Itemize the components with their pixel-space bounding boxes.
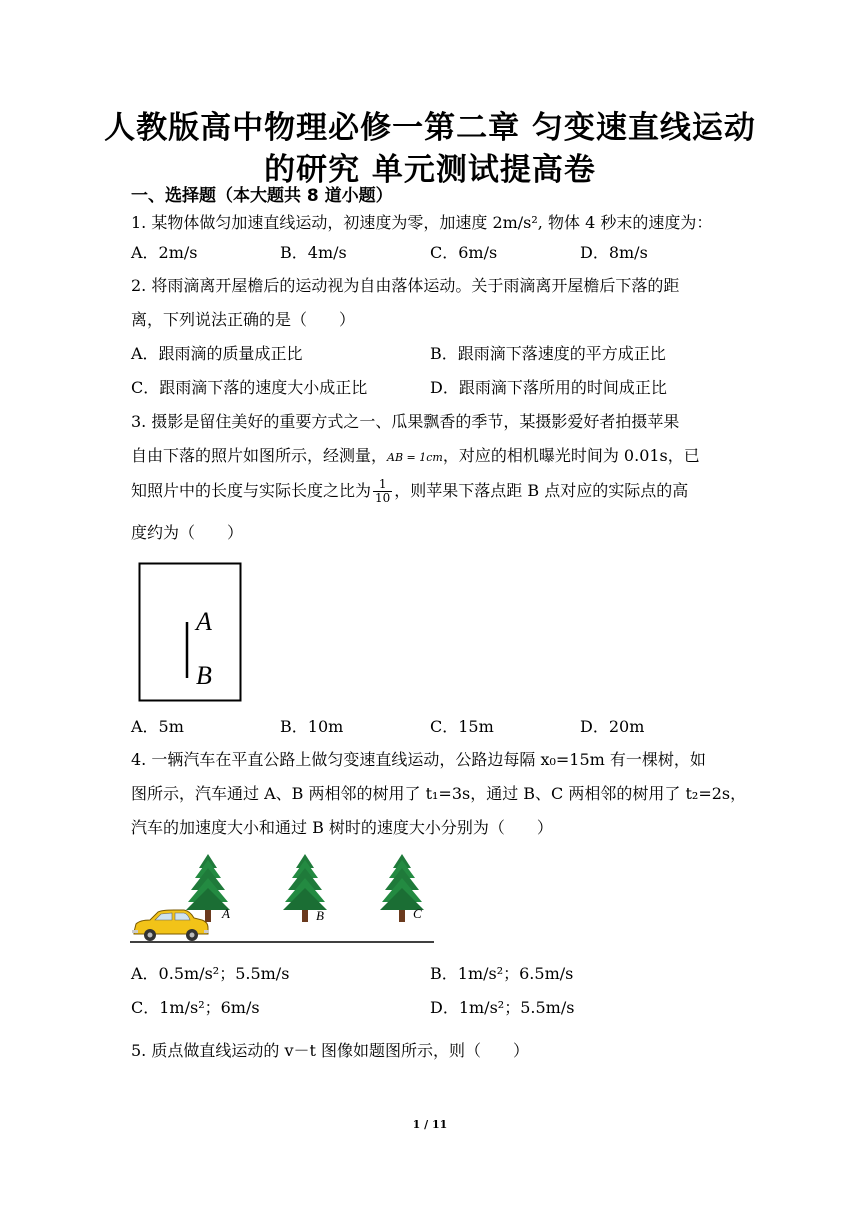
q4-option-c: C．1m/s²；6m/s xyxy=(131,998,260,1017)
q2-option-d: D．跟雨滴下落所用的时间成正比 xyxy=(430,378,667,397)
question-4-line3: 汽车的加速度大小和通过 B 树时的速度大小分别为（ ） xyxy=(131,818,553,837)
q4-road-figure xyxy=(128,850,440,950)
q3-fraction-denominator: 10 xyxy=(375,491,391,505)
document-title-line1: 人教版高中物理必修一第二章 匀变速直线运动 xyxy=(104,110,756,146)
q2-option-a: A．跟雨滴的质量成正比 xyxy=(131,344,303,363)
question-3-line3 xyxy=(131,478,688,505)
q4-option-a: A．0.5m/s²；5.5m/s xyxy=(131,964,290,983)
q3-line3-start: 知照片中的长度与实际长度之比为 xyxy=(131,481,372,500)
question-2-line1: 2. 将雨滴离开屋檐后的运动视为自由落体运动。关于雨滴离开屋檐后下落的距 xyxy=(131,276,680,295)
q3-fraction xyxy=(373,478,392,505)
point-b-label: B xyxy=(196,661,212,690)
q4-option-b: B．1m/s²；6.5m/s xyxy=(430,964,574,983)
question-2-line2: 离，下列说法正确的是（ ） xyxy=(131,310,356,329)
q3-photo-figure xyxy=(138,562,242,702)
tree-label-b: B xyxy=(316,908,324,923)
q1-option-a: A．2m/s xyxy=(131,243,198,262)
q4-option-d: D．1m/s²；5.5m/s xyxy=(430,998,575,1017)
q3-line3-end: ，则苹果下落点距 B 点对应的实际点的高 xyxy=(394,481,689,500)
q2-option-c: C．跟雨滴下落的速度大小成正比 xyxy=(131,378,368,397)
question-3-line2 xyxy=(131,446,700,468)
q3-line2-start: 自由下落的照片如图所示，经测量， xyxy=(131,446,388,465)
q3-equation: AB = 1cm xyxy=(387,451,443,464)
q3-line2-end: ，对应的相机曝光时间为 0.01s，已 xyxy=(442,446,700,465)
question-4-line1: 4. 一辆汽车在平直公路上做匀变速直线运动，公路边每隔 x₀=15m 有一棵树，如 xyxy=(131,750,706,769)
q3-fraction-numerator: 1 xyxy=(373,478,392,492)
document-title-line2: 的研究 单元测试提高卷 xyxy=(264,152,596,188)
q3-option-c: C．15m xyxy=(430,717,494,736)
question-1-text: 1. 某物体做匀加速直线运动，初速度为零，加速度 2m/s², 物体 4 秒末的速度为： xyxy=(131,213,713,232)
q3-option-a: A．5m xyxy=(131,717,184,736)
q3-option-b: B．10m xyxy=(280,717,344,736)
section-heading: 一、选择题（本大题共 8 道小题） xyxy=(131,186,393,206)
question-4-line2: 图所示，汽车通过 A、B 两相邻的树用了 t₁=3s，通过 B、C 两相邻的树用了 t₂=2s， xyxy=(131,784,747,803)
photo-frame xyxy=(140,564,241,701)
question-3-line4: 度约为（ ） xyxy=(131,523,244,542)
q3-option-d: D．20m xyxy=(580,717,645,736)
point-a-label: A xyxy=(196,607,212,636)
q1-option-b: B．4m/s xyxy=(280,243,347,262)
q2-option-b: B．跟雨滴下落速度的平方成正比 xyxy=(430,344,666,363)
page-number: 1 / 11 xyxy=(412,1118,448,1131)
tree-label-a: A xyxy=(222,906,230,921)
q1-option-c: C．6m/s xyxy=(430,243,498,262)
q1-option-d: D．8m/s xyxy=(580,243,648,262)
tree-label-c: C xyxy=(413,906,422,921)
question-5-text: 5. 质点做直线运动的 v－t 图像如题图所示，则（ ） xyxy=(131,1041,529,1060)
car-icon xyxy=(132,910,209,941)
question-3-line1: 3. 摄影是留住美好的重要方式之一、瓜果飘香的季节，某摄影爱好者拍摄苹果 xyxy=(131,412,680,431)
